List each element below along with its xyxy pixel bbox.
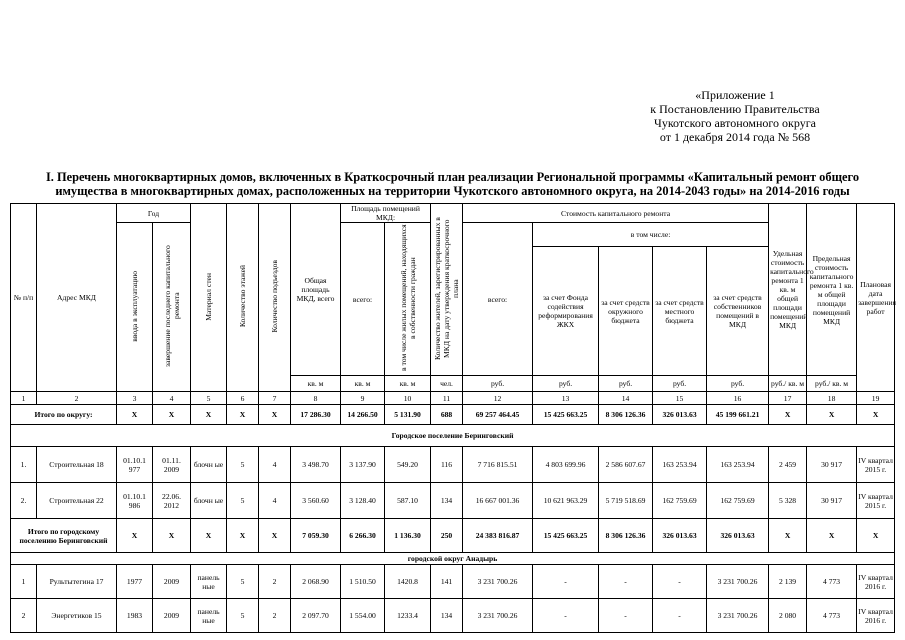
table-cell: IV квартал 2016 г. (857, 565, 895, 599)
table-cell: 16 667 001.36 (463, 483, 533, 519)
table-cell: - (653, 599, 707, 633)
header-num: № п/п (11, 204, 37, 392)
table-cell: 4 (259, 447, 291, 483)
table-cell: 162 759.69 (653, 483, 707, 519)
table-cell: 3 231 700.26 (707, 565, 769, 599)
table-cell: 01.10.1 977 (117, 447, 153, 483)
header-residents (431, 204, 463, 376)
appendix-line-1: «Приложение 1 (695, 88, 775, 102)
table-cell: 69 257 464.45 (463, 405, 533, 425)
header-owners: за счет средств собственников помещений в МКД (707, 247, 769, 376)
table-cell: X (117, 405, 153, 425)
table-cell: 5 (227, 599, 259, 633)
unit-cell: руб. (707, 376, 769, 392)
unit-cell: руб./ кв. м (769, 376, 807, 392)
table-cell: 5 328 (769, 483, 807, 519)
table-cell: IV квартал 2016 г. (857, 599, 895, 633)
table-cell: 3 231 700.26 (463, 565, 533, 599)
table-cell: 30 917 (807, 447, 857, 483)
table-cell: 1977 (117, 565, 153, 599)
total-label: Итого по округу: (11, 405, 117, 425)
table-cell: 688 (431, 405, 463, 425)
table-cell: 2 068.90 (291, 565, 341, 599)
table-cell: IV квартал 2015 г. (857, 483, 895, 519)
table-cell: 1 (11, 565, 37, 599)
table-cell: 8 306 126.36 (599, 405, 653, 425)
table-cell: 14 266.50 (341, 405, 385, 425)
table-cell: панель ные (191, 599, 227, 633)
unit-cell: руб. (653, 376, 707, 392)
table-cell: 8 306 126.36 (599, 519, 653, 553)
col-number: 7 (259, 392, 291, 405)
table-cell: 326 013.63 (653, 405, 707, 425)
section-row (11, 425, 895, 447)
table-cell: 3 231 700.26 (463, 599, 533, 633)
unit-cell: руб. (533, 376, 599, 392)
table-cell: X (857, 519, 895, 553)
col-number: 9 (341, 392, 385, 405)
table-cell: 2 097.70 (291, 599, 341, 633)
table-cell: X (153, 519, 191, 553)
table-cell: 134 (431, 483, 463, 519)
col-number: 13 (533, 392, 599, 405)
table-cell: 7 059.30 (291, 519, 341, 553)
appendix-line-4: от 1 декабря 2014 года № 568 (659, 130, 811, 144)
section-title: Городское поселение Беринговский (11, 425, 895, 447)
header-wall-material (191, 204, 227, 392)
table-cell: 7 716 815.51 (463, 447, 533, 483)
table-cell: 17 286.30 (291, 405, 341, 425)
table-cell: 10 621 963.29 (533, 483, 599, 519)
table-cell: 2 139 (769, 565, 807, 599)
header-local: за счет средств местного бюджета (653, 247, 707, 376)
header-address: Адрес МКД (37, 204, 117, 392)
table-cell: 5 (227, 565, 259, 599)
table-cell: 163 253.94 (707, 447, 769, 483)
table-cell: 3 498.70 (291, 447, 341, 483)
table-cell: 2 (259, 599, 291, 633)
table-cell: 141 (431, 565, 463, 599)
table-cell: 250 (431, 519, 463, 553)
header-year-group: Год (117, 204, 191, 223)
col-number: 17 (769, 392, 807, 405)
table-cell: 1 510.50 (341, 565, 385, 599)
col-number: 2 (37, 392, 117, 405)
col-number: 14 (599, 392, 653, 405)
header-year-last-repair (153, 223, 191, 392)
floors-label: Количество этажей (238, 265, 248, 328)
table-cell: Строительная 18 (37, 447, 117, 483)
table-cell: X (807, 519, 857, 553)
header-total-area: Общая площадь МКД, всего (291, 204, 341, 376)
header-entrances (259, 204, 291, 392)
document-title (10, 170, 895, 198)
table-cell: 326 013.63 (653, 519, 707, 553)
unit-cell: руб. (463, 376, 533, 392)
table-cell: 134 (431, 599, 463, 633)
title-line-2: имущества в многоквартирных домах, расположенных на территории Чукотского автономного округа, на 2014-2043 годы» на 2014-2016 годы (55, 184, 850, 198)
year-commission-label: ввода в эксплуатацию (130, 270, 139, 342)
col-number: 18 (807, 392, 857, 405)
header-floors (227, 204, 259, 392)
table-cell: 5 (227, 483, 259, 519)
premises-residential-label: в том числе жилых помещений, находящихся в собственности граждан (398, 224, 417, 372)
table-cell: 3 231 700.26 (707, 599, 769, 633)
total-row (11, 405, 895, 425)
table-cell: 4 773 (807, 599, 857, 633)
table-cell: X (153, 405, 191, 425)
col-number: 11 (431, 392, 463, 405)
unit-cell: руб./ кв. м (807, 376, 857, 392)
table-cell: Рультытегина 17 (37, 565, 117, 599)
residents-label: Количество жителей, зарегистрированных в МКД на дату утверждения краткосрочного плана (433, 217, 461, 360)
table-cell: X (259, 519, 291, 553)
unit-cell: чел. (431, 376, 463, 392)
table-cell: 1 554.00 (341, 599, 385, 633)
table-cell: блочн ые (191, 447, 227, 483)
table-cell: 1983 (117, 599, 153, 633)
table-cell: 2 (11, 599, 37, 633)
table-cell: 01.10.1 986 (117, 483, 153, 519)
header-premises-total: всего: (341, 223, 385, 376)
table-cell: - (599, 599, 653, 633)
table-cell: 3 128.40 (341, 483, 385, 519)
table-cell: 2 080 (769, 599, 807, 633)
header-cost-group: Стоимость капитального ремонта (463, 204, 769, 223)
table-cell: 15 425 663.25 (533, 405, 599, 425)
table-cell: 6 266.30 (341, 519, 385, 553)
table-row (11, 483, 895, 519)
table-cell: 4 (259, 483, 291, 519)
table-row (11, 447, 895, 483)
year-last-repair-label: завершение последнего капитального ремонта (162, 245, 181, 367)
table-cell: X (807, 405, 857, 425)
table-cell: 2 459 (769, 447, 807, 483)
col-number: 16 (707, 392, 769, 405)
table-cell: X (227, 405, 259, 425)
table-cell: 162 759.69 (707, 483, 769, 519)
subtotal-label: Итого по городскому поселению Беринговский (11, 519, 117, 553)
table-row (11, 565, 895, 599)
table-cell: 163 253.94 (653, 447, 707, 483)
col-number: 3 (117, 392, 153, 405)
table-cell: 549.20 (385, 447, 431, 483)
table-cell: 5 719 518.69 (599, 483, 653, 519)
table-cell: 2009 (153, 565, 191, 599)
section-row (11, 553, 895, 565)
header-premises-residential (385, 223, 431, 376)
appendix-line-2: к Постановлению Правительства (650, 102, 820, 116)
table-cell: 15 425 663.25 (533, 519, 599, 553)
subtotal-row (11, 519, 895, 553)
header-max-cost: Предельная стоимость капитального ремонта 1 кв. м общей площади помещений МКД (807, 204, 857, 376)
unit-cell: кв. м (341, 376, 385, 392)
table-cell: 22.06. 2012 (153, 483, 191, 519)
table-cell: X (191, 519, 227, 553)
header-premises-group: Площадь помещений МКД: (341, 204, 431, 223)
col-number: 4 (153, 392, 191, 405)
col-number: 1 (11, 392, 37, 405)
column-numbers-row (11, 392, 895, 405)
table-cell: - (533, 599, 599, 633)
table-cell: 2009 (153, 599, 191, 633)
table-cell: IV квартал 2015 г. (857, 447, 895, 483)
table-cell: Строительная 22 (37, 483, 117, 519)
title-line-1: I. Перечень многоквартирных домов, включенных в Краткосрочный план реализации Региональной программы «Капитальный ремонт общего (45, 170, 860, 184)
col-number: 6 (227, 392, 259, 405)
table-cell: X (857, 405, 895, 425)
header-incl: в том числе: (533, 223, 769, 247)
table-cell: X (769, 405, 807, 425)
table-cell: 1. (11, 447, 37, 483)
table-cell: 5 131.90 (385, 405, 431, 425)
table-cell: 2 (259, 565, 291, 599)
table-cell: - (653, 565, 707, 599)
table-cell: X (117, 519, 153, 553)
section-title: городской округ Анадырь (11, 553, 895, 565)
col-number: 5 (191, 392, 227, 405)
header-district: за счет средств окружного бюджета (599, 247, 653, 376)
table-cell: Энергетиков 15 (37, 599, 117, 633)
col-number: 15 (653, 392, 707, 405)
table-row (11, 599, 895, 633)
table-cell: X (769, 519, 807, 553)
table-cell: 24 383 816.87 (463, 519, 533, 553)
table-cell: 45 199 661.21 (707, 405, 769, 425)
table-cell: 587.10 (385, 483, 431, 519)
header-specific-cost: Удельная стоимость капитального ремонта 1 кв. м общей площади помещений МКД (769, 204, 807, 376)
col-number: 19 (857, 392, 895, 405)
wall-material-label: Материал стен (204, 272, 214, 321)
header-cost-total: всего: (463, 223, 533, 376)
table-cell: 4 803 699.96 (533, 447, 599, 483)
table-cell: 326 013.63 (707, 519, 769, 553)
houses-table (10, 203, 895, 633)
table-cell: блочн ые (191, 483, 227, 519)
table-cell: 30 917 (807, 483, 857, 519)
table-cell: 2. (11, 483, 37, 519)
col-number: 12 (463, 392, 533, 405)
unit-cell: руб. (599, 376, 653, 392)
table-cell: - (533, 565, 599, 599)
appendix-line-3: Чукотского автономного округа (654, 116, 816, 130)
table-cell: X (191, 405, 227, 425)
unit-cell: кв. м (385, 376, 431, 392)
table-cell: 1 136.30 (385, 519, 431, 553)
table-cell: 1420.8 (385, 565, 431, 599)
unit-cell: кв. м (291, 376, 341, 392)
header-year-commission (117, 223, 153, 392)
entrances-label: Количество подъездов (270, 260, 280, 333)
table-cell: 4 773 (807, 565, 857, 599)
table-cell: 2 586 607.67 (599, 447, 653, 483)
appendix-header (580, 88, 890, 144)
table-cell: X (227, 519, 259, 553)
table-cell: 01.11. 2009 (153, 447, 191, 483)
table-cell: X (259, 405, 291, 425)
table-cell: 116 (431, 447, 463, 483)
header-planned-date: Плановая дата завершения работ (857, 204, 895, 392)
col-number: 10 (385, 392, 431, 405)
table-cell: панель ные (191, 565, 227, 599)
table-cell: 3 560.60 (291, 483, 341, 519)
table-cell: - (599, 565, 653, 599)
header-fund: за счет Фонда содействия реформирования ЖКХ (533, 247, 599, 376)
col-number: 8 (291, 392, 341, 405)
table-cell: 3 137.90 (341, 447, 385, 483)
table-cell: 5 (227, 447, 259, 483)
table-cell: 1233.4 (385, 599, 431, 633)
